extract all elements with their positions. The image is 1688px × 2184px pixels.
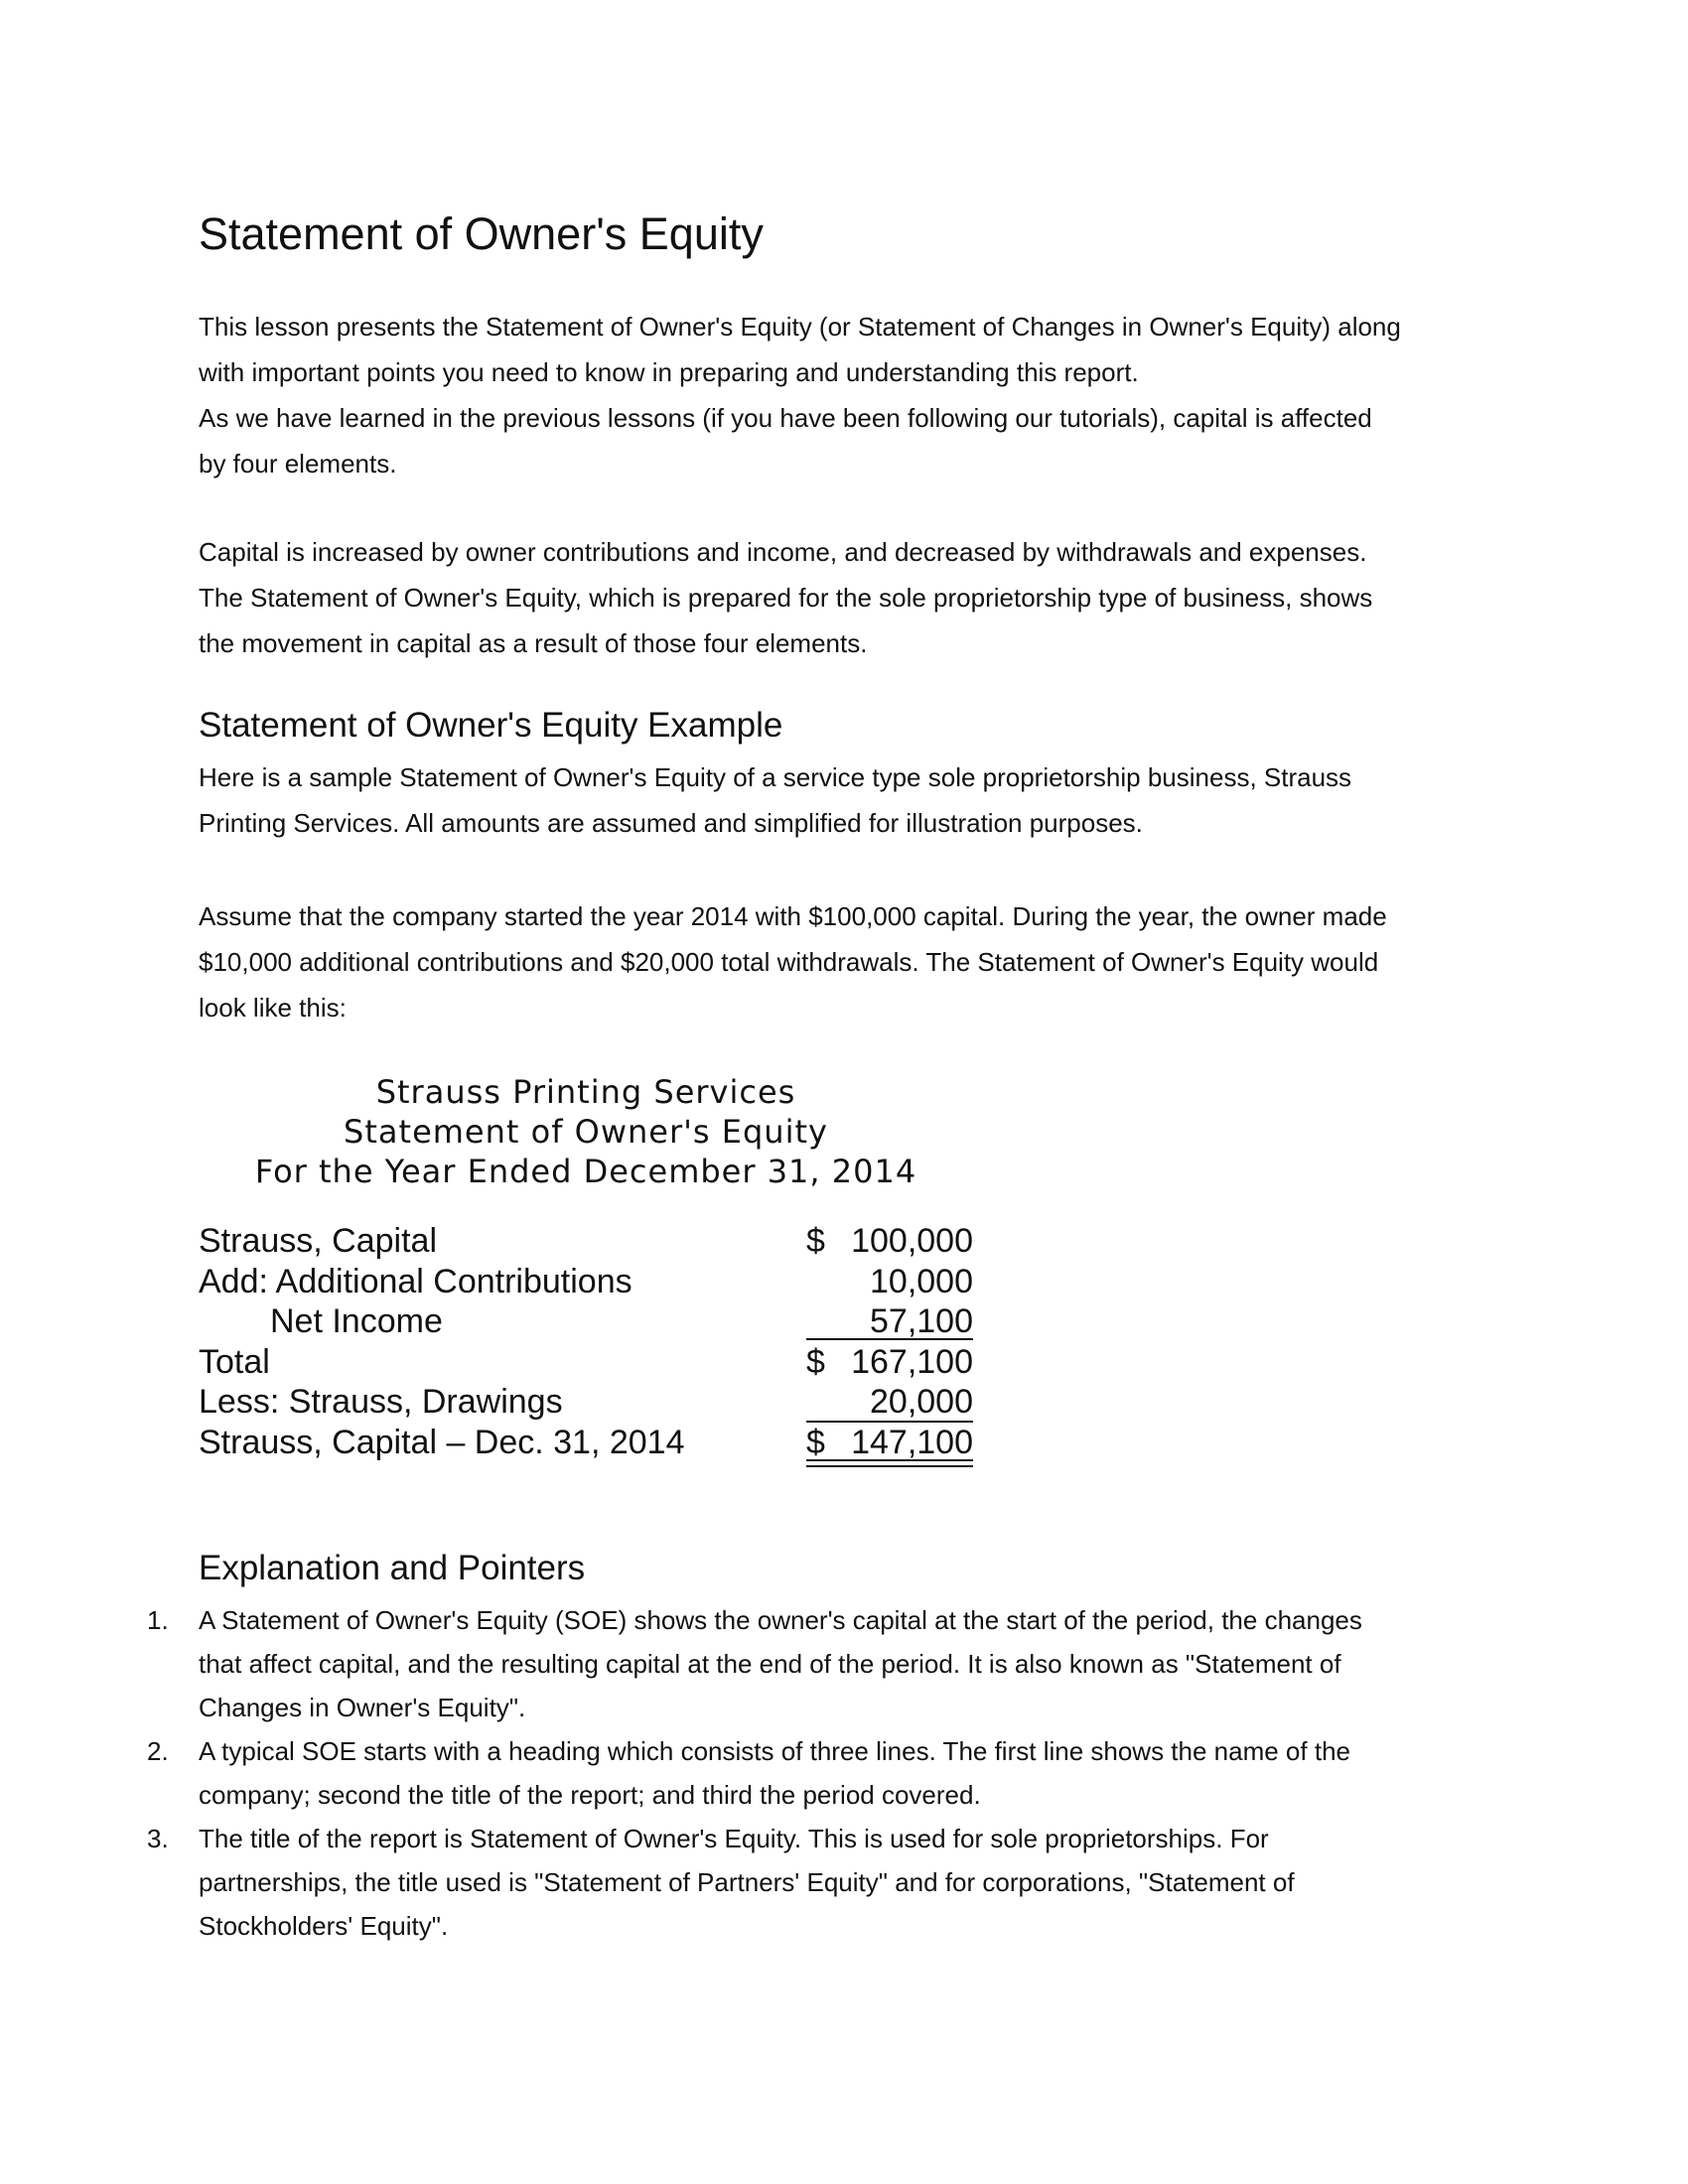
- text-line: look like this:: [199, 993, 347, 1023]
- statement-row: [199, 1382, 973, 1423]
- statement-heading: [199, 1072, 973, 1191]
- list-item: [147, 1817, 1489, 1948]
- example-heading: Statement of Owner's Equity Example: [199, 706, 783, 745]
- row-label: Less: Strauss, Drawings: [199, 1383, 563, 1421]
- example-paragraph-1: [199, 754, 1489, 846]
- list-item: [147, 1598, 1489, 1729]
- row-currency: $: [806, 1342, 825, 1381]
- text-line: that affect capital, and the resulting capital at the end of the period. It is also known as "Statement of: [199, 1649, 1341, 1679]
- subtotal-rule: [806, 1421, 973, 1423]
- total-double-rule-bottom: [806, 1465, 973, 1467]
- row-label: Net Income: [270, 1302, 443, 1340]
- text-line: Changes in Owner's Equity".: [199, 1693, 526, 1722]
- statement-title: Statement of Owner's Equity: [344, 1113, 828, 1151]
- text-line: partnerships, the title used is "Statement of Partners' Equity" and for corporations, "Statement of: [199, 1867, 1295, 1897]
- total-double-rule-top: [806, 1459, 973, 1461]
- statement-row: [199, 1221, 973, 1262]
- row-amount: 20,000: [870, 1383, 973, 1421]
- text-line: The Statement of Owner's Equity, which is prepared for the sole proprietorship type of business, shows: [199, 583, 1373, 613]
- row-currency: $: [806, 1222, 825, 1260]
- text-line: Stockholders' Equity".: [199, 1911, 449, 1941]
- text-line: Printing Services. All amounts are assumed and simplified for illustration purposes.: [199, 808, 1143, 838]
- row-currency: $: [806, 1423, 825, 1461]
- text-line: A typical SOE starts with a heading which consists of three lines. The first line shows the name of the: [199, 1736, 1350, 1766]
- row-label: Total: [199, 1342, 270, 1381]
- list-number: 2.: [147, 1736, 169, 1766]
- subtotal-rule: [806, 1338, 973, 1340]
- text-line: $10,000 additional contributions and $20,000 total withdrawals. The Statement of Owner's Equity would: [199, 947, 1379, 977]
- statement-row: [199, 1262, 973, 1302]
- text-line: company; second the title of the report; and third the period covered.: [199, 1780, 981, 1810]
- statement-row: [199, 1342, 973, 1383]
- statement-row: [199, 1301, 973, 1342]
- row-amount: 10,000: [870, 1262, 973, 1300]
- example-paragraph-2: [199, 893, 1489, 1030]
- list-item: [147, 1729, 1489, 1817]
- page-title: Statement of Owner's Equity: [199, 208, 764, 259]
- list-number: 1.: [147, 1605, 169, 1635]
- text-line: The title of the report is Statement of Owner's Equity. This is used for sole proprietorships. For: [199, 1824, 1269, 1853]
- text-line: the movement in capital as a result of those four elements.: [199, 628, 868, 658]
- statement-row: [199, 1423, 973, 1463]
- statement-company: Strauss Printing Services: [375, 1073, 796, 1111]
- text-line: As we have learned in the previous lessons (if you have been following our tutorials), capital is affected: [199, 403, 1372, 433]
- row-amount: 167,100: [851, 1342, 973, 1381]
- row-label: Strauss, Capital: [199, 1222, 437, 1260]
- text-line: This lesson presents the Statement of Owner's Equity (or Statement of Changes in Owner's Equity) along: [199, 312, 1401, 341]
- text-line: by four elements.: [199, 449, 397, 478]
- capital-paragraph: [199, 529, 1489, 666]
- row-label: Strauss, Capital – Dec. 31, 2014: [199, 1423, 685, 1461]
- pointers-list: [147, 1598, 1489, 1948]
- statement-table: [199, 1221, 973, 1462]
- text-line: Capital is increased by owner contributions and income, and decreased by withdrawals and expenses.: [199, 537, 1367, 567]
- text-line: Assume that the company started the year 2014 with $100,000 capital. During the year, the owner made: [199, 901, 1387, 931]
- statement-period: For the Year Ended December 31, 2014: [254, 1153, 917, 1190]
- list-number: 3.: [147, 1824, 169, 1853]
- text-line: Here is a sample Statement of Owner's Equity of a service type sole proprietorship business, Strauss: [199, 762, 1352, 792]
- pointers-heading: Explanation and Pointers: [199, 1549, 586, 1587]
- row-amount: 100,000: [851, 1222, 973, 1260]
- intro-paragraph: [199, 304, 1489, 486]
- text-line: with important points you need to know in preparing and understanding this report.: [199, 357, 1139, 387]
- row-amount: 147,100: [851, 1423, 973, 1461]
- text-line: A Statement of Owner's Equity (SOE) shows the owner's capital at the start of the period, the changes: [199, 1605, 1362, 1635]
- row-amount: 57,100: [870, 1302, 973, 1340]
- row-label: Add: Additional Contributions: [199, 1262, 633, 1300]
